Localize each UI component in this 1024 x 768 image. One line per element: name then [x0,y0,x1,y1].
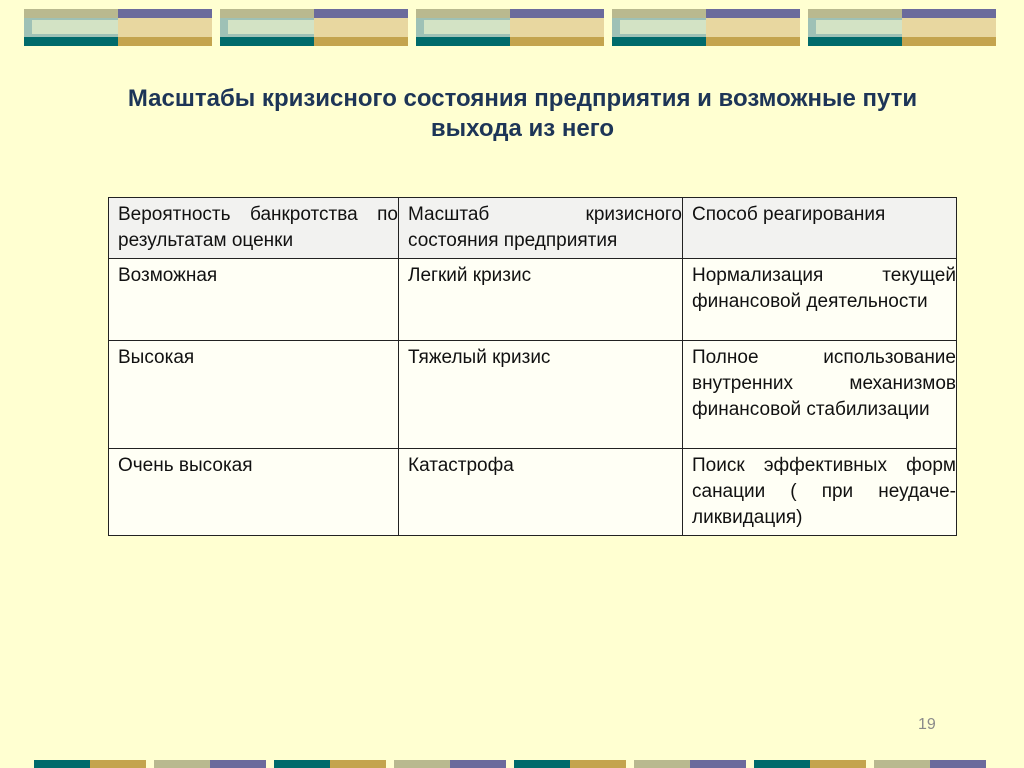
band-tile [808,9,996,46]
table-row [109,341,957,449]
table-cell: Катастрофа [399,449,683,536]
table-cell: Полное использование внутренних механизмов финансовой стабилизации [683,341,957,449]
band-tile [416,9,604,46]
bottom-decorative-band [34,760,994,768]
band-segment [90,760,146,768]
table-cell: Тяжелый кризис [399,341,683,449]
band-segment [874,760,930,768]
table-row [109,259,957,341]
band-segment [274,760,330,768]
table-cell: Легкий кризис [399,259,683,341]
slide-title-line-1: Масштабы кризисного состояния предприятия и возможные пути [127,85,918,112]
band-segment [754,760,810,768]
header-cell-scale: Масштаб кризисного состояния предприятия [399,198,683,259]
slide-title-line-2: выхода из него [430,115,615,142]
band-segment [330,760,386,768]
band-segment [154,760,210,768]
table-cell: Высокая [109,341,399,449]
band-segment [34,760,90,768]
band-segment [514,760,570,768]
crisis-table [108,197,957,536]
band-tile [24,9,212,46]
table-header-row [109,198,957,259]
band-segment [210,760,266,768]
top-decorative-band [24,9,998,46]
table-row [109,449,957,536]
band-segment [450,760,506,768]
band-segment [634,760,690,768]
table-cell: Возможная [109,259,399,341]
table-cell: Поиск эффективных форм санации ( при неудаче-ликвидация) [683,449,957,536]
table-cell: Нормализация текущей финансовой деятельности [683,259,957,341]
header-cell-response: Способ реагирования [683,198,957,259]
band-segment [930,760,986,768]
slide-title [70,84,975,144]
band-segment [394,760,450,768]
header-cell-probability: Вероятность банкротства по результатам оценки [109,198,399,259]
page-number: 19 [918,716,936,733]
table-cell: Очень высокая [109,449,399,536]
band-tile [220,9,408,46]
band-segment [690,760,746,768]
band-segment [570,760,626,768]
band-tile [612,9,800,46]
band-segment [810,760,866,768]
